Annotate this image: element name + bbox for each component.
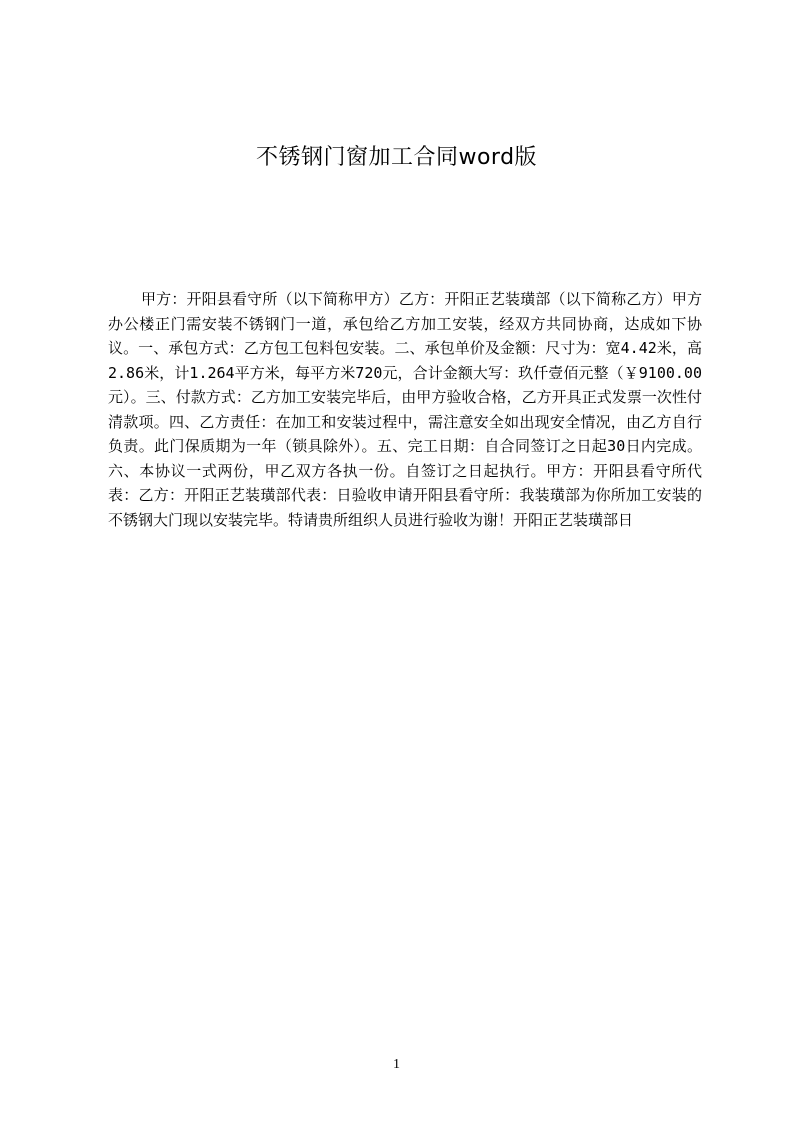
document-title: 不锈钢门窗加工合同word版 [255, 145, 538, 170]
document-body-paragraph: 甲方：开阳县看守所（以下简称甲方）乙方：开阳正艺装璜部（以下简称乙方）甲方办公楼正门需安装不锈钢门一道，承包给乙方加工安装，经双方共同协商，达成如下协议。一、承包方式：乙方包工包料包安装。二、承包单价及金额：尺寸为：宽4.42米，高2.86米，计1.264平方米，每平方米720元，合计金额大写：玖仟壹佰元整（￥9100.00元）。三、付款方式：乙方加工安装完毕后，由甲方验收合格，乙方开具正式发票一次性付清款项。四、乙方责任：在加工和安装过程中，需注意安全如出现安全情况，由乙方自行负责。此门保质期为一年（锁具除外）。五、完工日期：自合同签订之日起30日内完成。六、本协议一式两份，甲乙双方各执一份。自签订之日起执行。甲方：开阳县看守所代表：乙方：开阳正艺装璜部代表：日验收申请开阳县看守所：我装璜部为你所加工安装的不锈钢大门现以安装完毕。特请贵所组织人员进行验收为谢！开阳正艺装璜部日 [108, 290, 702, 529]
page-number: 1 [393, 1057, 400, 1072]
